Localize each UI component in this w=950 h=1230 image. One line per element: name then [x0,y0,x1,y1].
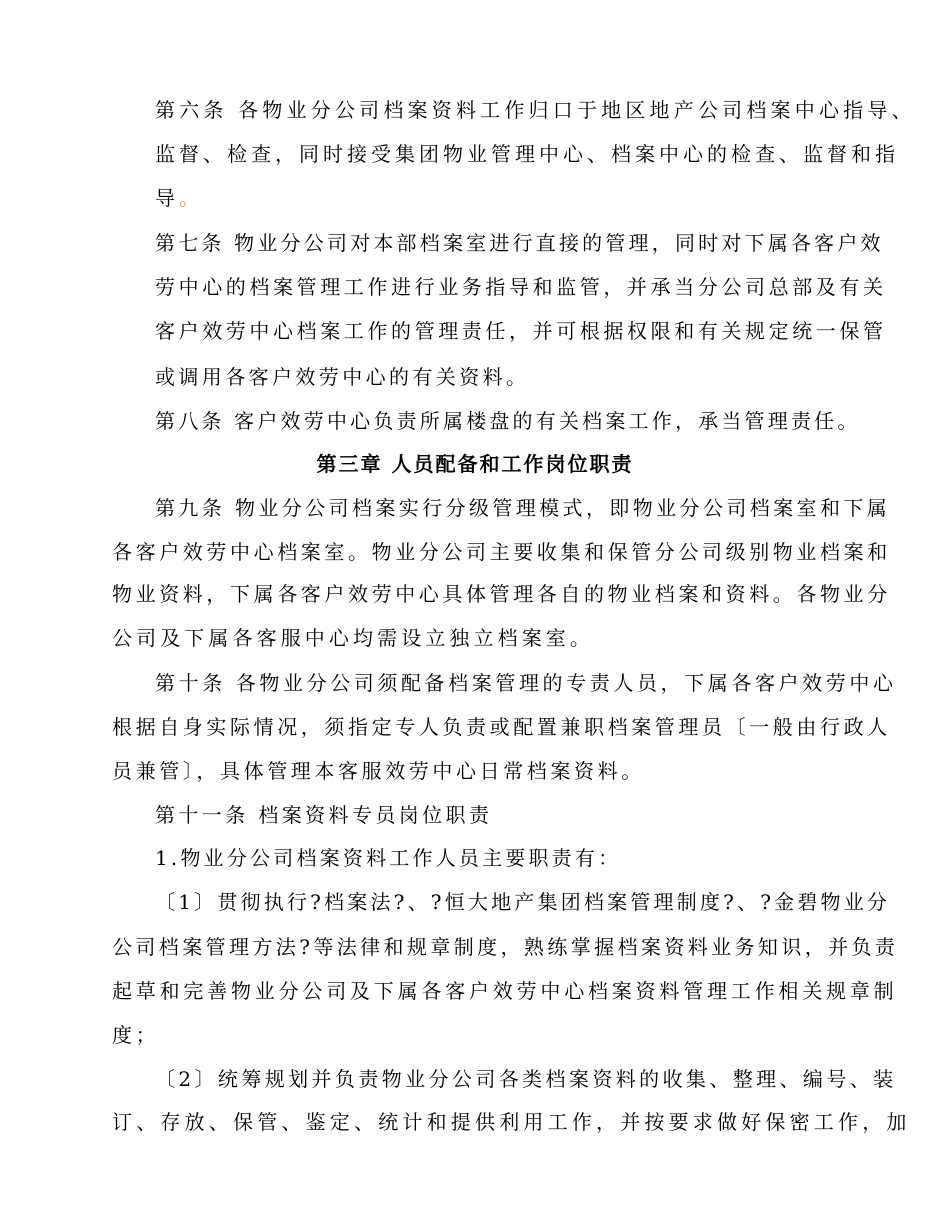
duty-2-line-1: 〔2〕统筹规划并负责物业分公司各类档案资料的收集、整理、编号、装 [155,1067,897,1091]
article-6-line-1: 第六条 各物业分公司档案资料工作归口于地区地产公司档案中心指导、 [155,98,916,122]
article-9-line-2: 各客户效劳中心档案室。物业分公司主要收集和保管分公司级别物业档案和 [112,540,891,564]
article-6-line-3 [155,186,203,210]
duty-1-line-4: 度； [112,1023,160,1047]
article-7-line-3: 客户效劳中心档案工作的管理责任，并可根据权限和有关规定统一保管 [155,319,887,343]
article-9-line-4: 公司及下属各客服中心均需设立独立档案室。 [112,626,594,650]
duty-2-line-2: 订、存放、保管、鉴定、统计和提供利用工作，并按要求做好保密工作，加 [112,1110,911,1134]
article-7-line-2: 劳中心的档案管理工作进行业务指导和监管，并承当分公司总部及有关 [155,275,887,299]
duty-section-1-title: 1.物业分公司档案资料工作人员主要职责有： [155,846,622,870]
article-6-line-2: 监督、检查，同时接受集团物业管理中心、档案中心的检查、监督和指 [155,142,899,166]
article-6-line-3-text: 导 [155,186,179,210]
article-10-line-2: 根据自身实际情况，须指定专人负责或配置兼职档案管理员〔一般由行政人 [112,715,891,739]
article-8-line-1: 第八条 客户效劳中心负责所属楼盘的有关档案工作，承当管理责任。 [155,409,861,433]
duty-1-line-3: 起草和完善物业分公司及下属各客户效劳中心档案资料管理工作相关规章制 [112,979,898,1003]
duty-1-line-1: 〔1〕贯彻执行?档案法?、?恒大地产集团档案管理制度?、?金碧物业分 [155,890,891,914]
article-7-line-1: 第七条 物业分公司对本部档案室进行直接的管理，同时对下属各客户效 [155,231,884,255]
article-10-line-3: 员兼管〕，具体管理本客服效劳中心日常档案资料。 [112,759,645,783]
article-9-line-1: 第九条 物业分公司档案实行分级管理模式，即物业分公司档案室和下属 [155,496,891,520]
article-11-title: 第十一条 档案资料专员岗位职责 [155,803,493,827]
article-9-line-3: 物业资料，下属各客户效劳中心具体管理各自的物业档案和资料。各物业分 [112,582,891,606]
duty-1-line-2: 公司档案管理方法?等法律和规章制度，熟练掌握档案资料业务知识，并负责 [112,935,899,959]
chapter-3-heading: 第三章 人员配备和工作岗位职责 [316,452,634,476]
article-10-line-1: 第十条 各物业分公司须配备档案管理的专责人员，下属各客户效劳中心 [155,671,897,695]
article-7-line-4: 或调用各客户效劳中心的有关资料。 [155,365,530,389]
orange-period: 。 [179,186,203,210]
